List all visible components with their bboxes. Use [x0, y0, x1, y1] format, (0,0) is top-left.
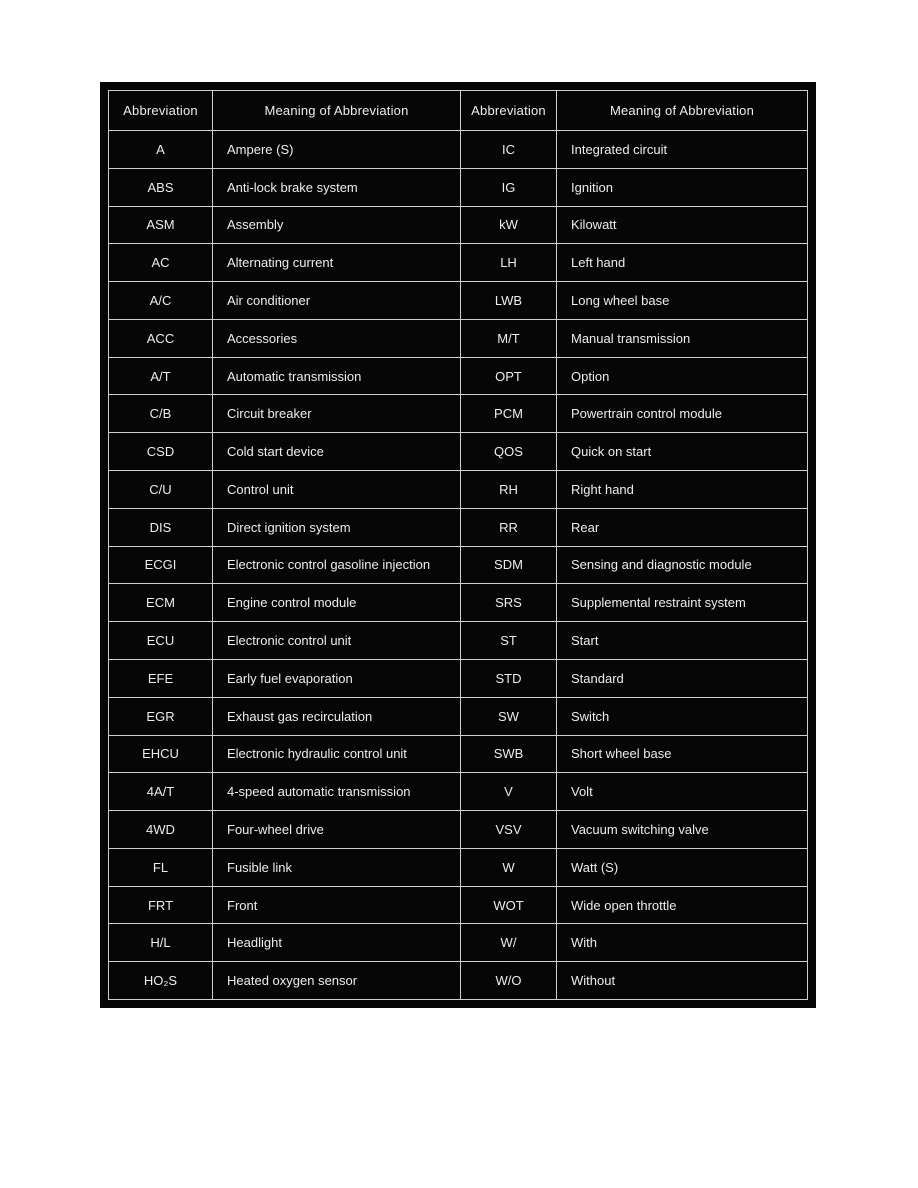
- table-row: [109, 282, 808, 320]
- abbreviation-cell: PCM: [461, 395, 557, 433]
- meaning-cell: Watt (S): [557, 848, 808, 886]
- table-row: [109, 168, 808, 206]
- meaning-cell: Front: [213, 886, 461, 924]
- meaning-cell: Automatic transmission: [213, 357, 461, 395]
- table-row: [109, 659, 808, 697]
- table-row: [109, 319, 808, 357]
- abbreviation-cell: W/O: [461, 962, 557, 1000]
- column-header-meaning-right: Meaning of Abbreviation: [557, 91, 808, 131]
- meaning-cell: Control unit: [213, 471, 461, 509]
- meaning-cell: Wide open throttle: [557, 886, 808, 924]
- meaning-cell: Early fuel evaporation: [213, 659, 461, 697]
- abbreviation-cell: 4A/T: [109, 773, 213, 811]
- abbreviation-cell: AC: [109, 244, 213, 282]
- meaning-cell: Sensing and diagnostic module: [557, 546, 808, 584]
- column-header-abbreviation-right: Abbreviation: [461, 91, 557, 131]
- abbreviation-cell: W/: [461, 924, 557, 962]
- abbreviation-cell: SDM: [461, 546, 557, 584]
- meaning-cell: Alternating current: [213, 244, 461, 282]
- table-row: [109, 924, 808, 962]
- abbreviation-cell: IC: [461, 131, 557, 169]
- abbreviation-cell: A/T: [109, 357, 213, 395]
- abbreviation-table: [100, 82, 816, 1008]
- meaning-cell: Engine control module: [213, 584, 461, 622]
- meaning-cell: Cold start device: [213, 433, 461, 471]
- table-row: [109, 131, 808, 169]
- meaning-cell: Assembly: [213, 206, 461, 244]
- abbreviation-cell: DIS: [109, 508, 213, 546]
- abbreviation-cell: HO₂S: [109, 962, 213, 1000]
- meaning-cell: Rear: [557, 508, 808, 546]
- abbreviation-cell: W: [461, 848, 557, 886]
- abbreviation-cell: LWB: [461, 282, 557, 320]
- table-row: [109, 508, 808, 546]
- meaning-cell: Ampere (S): [213, 131, 461, 169]
- meaning-cell: 4-speed automatic transmission: [213, 773, 461, 811]
- abbreviation-cell: QOS: [461, 433, 557, 471]
- abbreviation-cell: EGR: [109, 697, 213, 735]
- abbreviation-cell: RR: [461, 508, 557, 546]
- abbreviation-cell: ACC: [109, 319, 213, 357]
- abbreviation-cell: SRS: [461, 584, 557, 622]
- abbreviation-cell: FL: [109, 848, 213, 886]
- table-row: [109, 773, 808, 811]
- abbreviation-cell: ABS: [109, 168, 213, 206]
- abbreviation-cell: VSV: [461, 811, 557, 849]
- meaning-cell: Ignition: [557, 168, 808, 206]
- meaning-cell: Four-wheel drive: [213, 811, 461, 849]
- table-row: [109, 244, 808, 282]
- meaning-cell: Standard: [557, 659, 808, 697]
- meaning-cell: Start: [557, 622, 808, 660]
- meaning-cell: Supplemental restraint system: [557, 584, 808, 622]
- abbreviation-cell: ECM: [109, 584, 213, 622]
- table-row: [109, 546, 808, 584]
- abbreviation-cell: ASM: [109, 206, 213, 244]
- abbreviation-cell: SW: [461, 697, 557, 735]
- meaning-cell: Headlight: [213, 924, 461, 962]
- abbreviation-cell: M/T: [461, 319, 557, 357]
- abbreviation-cell: RH: [461, 471, 557, 509]
- table-row: [109, 584, 808, 622]
- abbreviation-cell: LH: [461, 244, 557, 282]
- abbreviation-cell: SWB: [461, 735, 557, 773]
- meaning-cell: Air conditioner: [213, 282, 461, 320]
- meaning-cell: Circuit breaker: [213, 395, 461, 433]
- abbreviation-cell: IG: [461, 168, 557, 206]
- meaning-cell: Electronic control unit: [213, 622, 461, 660]
- meaning-cell: Fusible link: [213, 848, 461, 886]
- abbreviation-cell: H/L: [109, 924, 213, 962]
- table-row: [109, 433, 808, 471]
- abbreviation-cell: A: [109, 131, 213, 169]
- meaning-cell: Electronic hydraulic control unit: [213, 735, 461, 773]
- abbreviation-cell: CSD: [109, 433, 213, 471]
- meaning-cell: Heated oxygen sensor: [213, 962, 461, 1000]
- meaning-cell: Quick on start: [557, 433, 808, 471]
- meaning-cell: Powertrain control module: [557, 395, 808, 433]
- meaning-cell: Electronic control gasoline injection: [213, 546, 461, 584]
- abbreviation-cell: C/U: [109, 471, 213, 509]
- meaning-cell: Option: [557, 357, 808, 395]
- abbreviation-cell: STD: [461, 659, 557, 697]
- meaning-cell: Kilowatt: [557, 206, 808, 244]
- meaning-cell: Short wheel base: [557, 735, 808, 773]
- meaning-cell: Direct ignition system: [213, 508, 461, 546]
- table-row: [109, 848, 808, 886]
- abbreviation-cell: C/B: [109, 395, 213, 433]
- meaning-cell: Switch: [557, 697, 808, 735]
- abbreviation-cell: V: [461, 773, 557, 811]
- table-row: [109, 811, 808, 849]
- abbreviation-cell: 4WD: [109, 811, 213, 849]
- table-row: [109, 697, 808, 735]
- abbreviation-cell: ECU: [109, 622, 213, 660]
- abbreviation-cell: EHCU: [109, 735, 213, 773]
- meaning-cell: Exhaust gas recirculation: [213, 697, 461, 735]
- meaning-cell: Left hand: [557, 244, 808, 282]
- abbreviation-cell: ECGI: [109, 546, 213, 584]
- abbreviation-cell: OPT: [461, 357, 557, 395]
- header-row: [109, 91, 808, 131]
- meaning-cell: With: [557, 924, 808, 962]
- meaning-cell: Vacuum switching valve: [557, 811, 808, 849]
- table-row: [109, 471, 808, 509]
- table-row: [109, 735, 808, 773]
- table-row: [109, 395, 808, 433]
- abbreviation-cell: ST: [461, 622, 557, 660]
- abbreviation-cell: FRT: [109, 886, 213, 924]
- meaning-cell: Right hand: [557, 471, 808, 509]
- abbreviation-cell: A/C: [109, 282, 213, 320]
- table-row: [109, 206, 808, 244]
- abbreviation-table-grid: [108, 90, 808, 1000]
- meaning-cell: Integrated circuit: [557, 131, 808, 169]
- meaning-cell: Accessories: [213, 319, 461, 357]
- meaning-cell: Anti-lock brake system: [213, 168, 461, 206]
- meaning-cell: Manual transmission: [557, 319, 808, 357]
- meaning-cell: Without: [557, 962, 808, 1000]
- abbreviation-cell: EFE: [109, 659, 213, 697]
- table-row: [109, 357, 808, 395]
- abbreviation-cell: WOT: [461, 886, 557, 924]
- meaning-cell: Volt: [557, 773, 808, 811]
- column-header-abbreviation-left: Abbreviation: [109, 91, 213, 131]
- column-header-meaning-left: Meaning of Abbreviation: [213, 91, 461, 131]
- abbreviation-cell: kW: [461, 206, 557, 244]
- meaning-cell: Long wheel base: [557, 282, 808, 320]
- table-row: [109, 962, 808, 1000]
- table-row: [109, 886, 808, 924]
- table-row: [109, 622, 808, 660]
